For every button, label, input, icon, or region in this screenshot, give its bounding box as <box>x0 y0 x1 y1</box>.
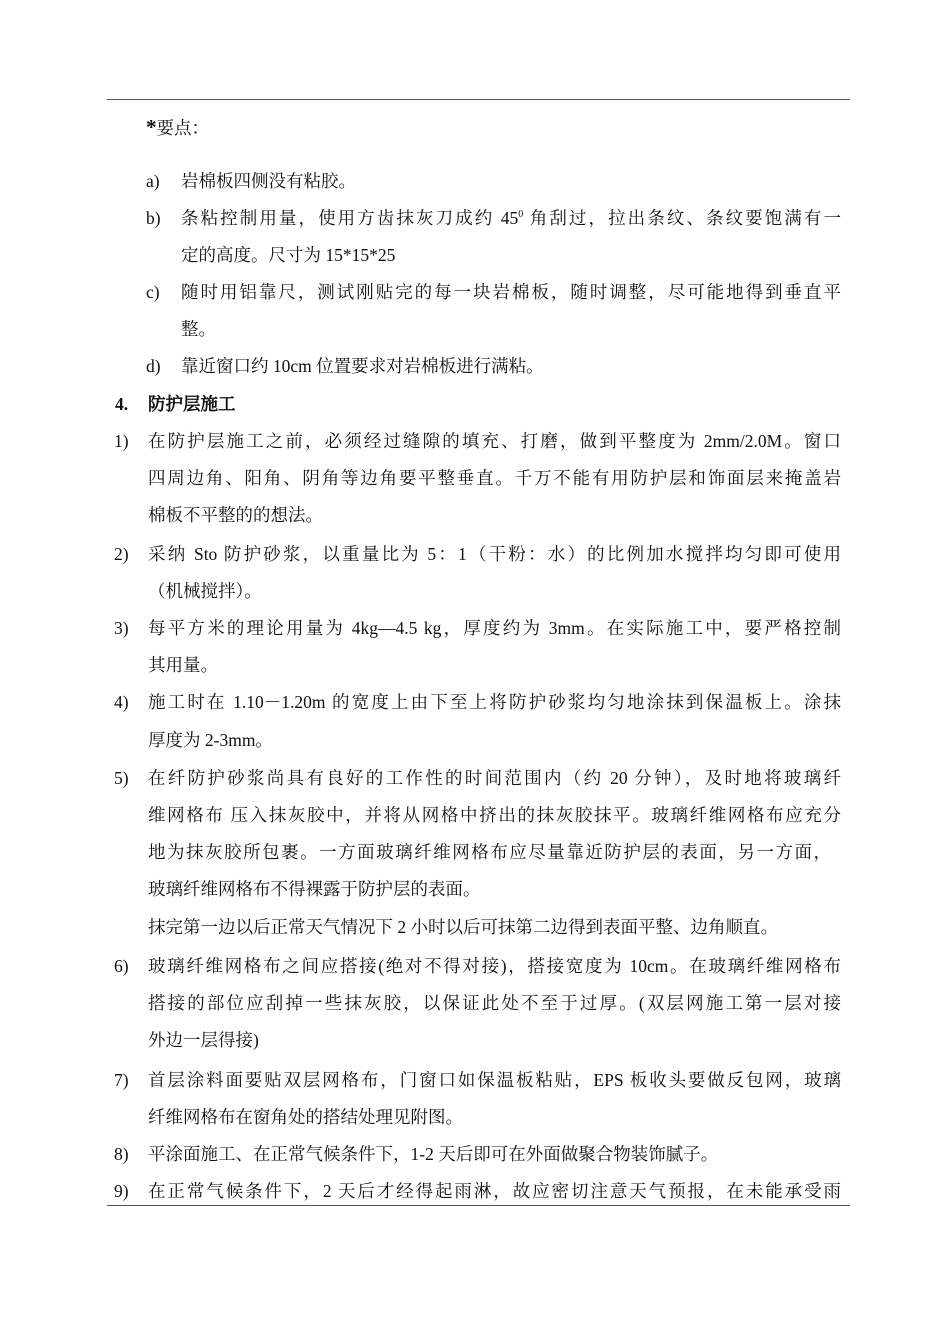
item-line: 在防护层施工之前，必须经过缝隙的填充、打磨，做到平整度为 2mm/2.0M。窗口 <box>148 431 841 451</box>
item-line: 首层涂料面要贴双层网格布，门窗口如保温板粘贴，EPS 板收头要做反包网，玻璃 <box>148 1070 841 1090</box>
item-line: 玻璃纤维网格布不得裸露于防护层的表面。 <box>148 879 481 899</box>
item-label: 1) <box>114 431 129 451</box>
sub-item-text: 角刮过，拉出条纹、条纹要饱满有一 <box>523 208 842 228</box>
item-line: 棉板不平整的的想法。 <box>148 505 323 525</box>
item-line: 平涂面施工、在正常气候条件下，1-2 天后即可在外面做聚合物装饰腻子。 <box>148 1144 719 1164</box>
sub-item-line: 定的高度。尺寸为 15*15*25 <box>181 245 396 265</box>
item-label: 9) <box>114 1181 129 1201</box>
item-line: 在纤防护砂浆尚具有良好的工作性的时间范围内（约 20 分钟），及时地将玻璃纤 <box>148 768 841 788</box>
item-label: 2) <box>114 544 129 564</box>
sub-item-label: a) <box>146 171 160 191</box>
sub-item-line: 随时用铝靠尺，测试刚贴完的每一块岩棉板，随时调整，尽可能地得到垂直平 <box>181 282 841 302</box>
item-label: 4) <box>114 692 129 712</box>
item-line: 施工时在 1.10－1.20m 的宽度上由下至上将防护砂浆均匀地涂抹到保温板上。涂抹 <box>148 692 841 712</box>
item-line: 每平方米的理论用量为 4kg—4.5 kg，厚度约为 3mm。在实际施工中，要严格控制 <box>148 618 841 638</box>
item-label: 6) <box>114 956 129 976</box>
section-title: 防护层施工 <box>148 394 236 414</box>
sub-item-line: 岩棉板四侧没有粘胶。 <box>181 171 356 191</box>
item-line: （机械搅拌）。 <box>148 581 262 601</box>
item-line: 四周边角、阳角、阴角等边角要平整垂直。千万不能有用防护层和饰面层来掩盖岩 <box>148 468 841 488</box>
item-line: 地为抹灰胶所包裹。一方面玻璃纤维网格布应尽量靠近防护层的表面，另一方面， <box>148 842 831 862</box>
footer-rule <box>107 1205 850 1206</box>
sub-item-line: 靠近窗口约 10cm 位置要求对岩棉板进行满粘。 <box>181 356 544 376</box>
item-line: 在正常气候条件下，2 天后才经得起雨淋，故应密切注意天气预报，在未能承受雨 <box>148 1181 841 1201</box>
item-line: 厚度为 2-3mm。 <box>148 730 273 750</box>
item-label: 5) <box>114 768 129 788</box>
points-heading-text: 要点： <box>156 118 209 138</box>
section-number: 4. <box>115 394 129 414</box>
item-line: 外边一层得接) <box>148 1030 259 1050</box>
sub-item-line <box>181 207 841 229</box>
sub-item-text: 条粘控制用量，使用方齿抹灰刀成约 45 <box>181 208 519 228</box>
sub-item-label: d) <box>146 356 161 376</box>
item-line: 玻璃纤维网格布之间应搭接(绝对不得对接)，搭接宽度为 10cm。在玻璃纤维网格布 <box>148 956 841 976</box>
item-line: 维网格布 压入抹灰胶中，并将从网格中挤出的抹灰胶抹平。玻璃纤维网格布应充分 <box>148 805 841 825</box>
degree-superscript: 0 <box>518 209 524 220</box>
item-line: 采纳 Sto 防护砂浆，以重量比为 5：1（干粉：水）的比例加水搅拌均匀即可使用 <box>148 544 841 564</box>
sub-item-label: b) <box>146 208 161 228</box>
item-line: 其用量。 <box>148 655 218 675</box>
item-line: 抹完第一边以后正常天气情况下 2 小时以后可抹第二边得到表面平整、边角顺直。 <box>148 917 778 937</box>
sub-item-line: 整。 <box>181 319 216 339</box>
item-line: 纤维网格布在窗角处的搭结处理见附图。 <box>148 1107 463 1127</box>
sub-item-label: c) <box>146 282 160 302</box>
item-label: 8) <box>114 1144 129 1164</box>
points-heading <box>146 116 209 139</box>
item-label: 3) <box>114 618 129 638</box>
item-label: 7) <box>114 1070 129 1090</box>
item-line: 搭接的部位应刮掉一些抹灰胶，以保证此处不至于过厚。(双层网施工第一层对接 <box>148 993 841 1013</box>
asterisk-marker: * <box>146 115 157 139</box>
